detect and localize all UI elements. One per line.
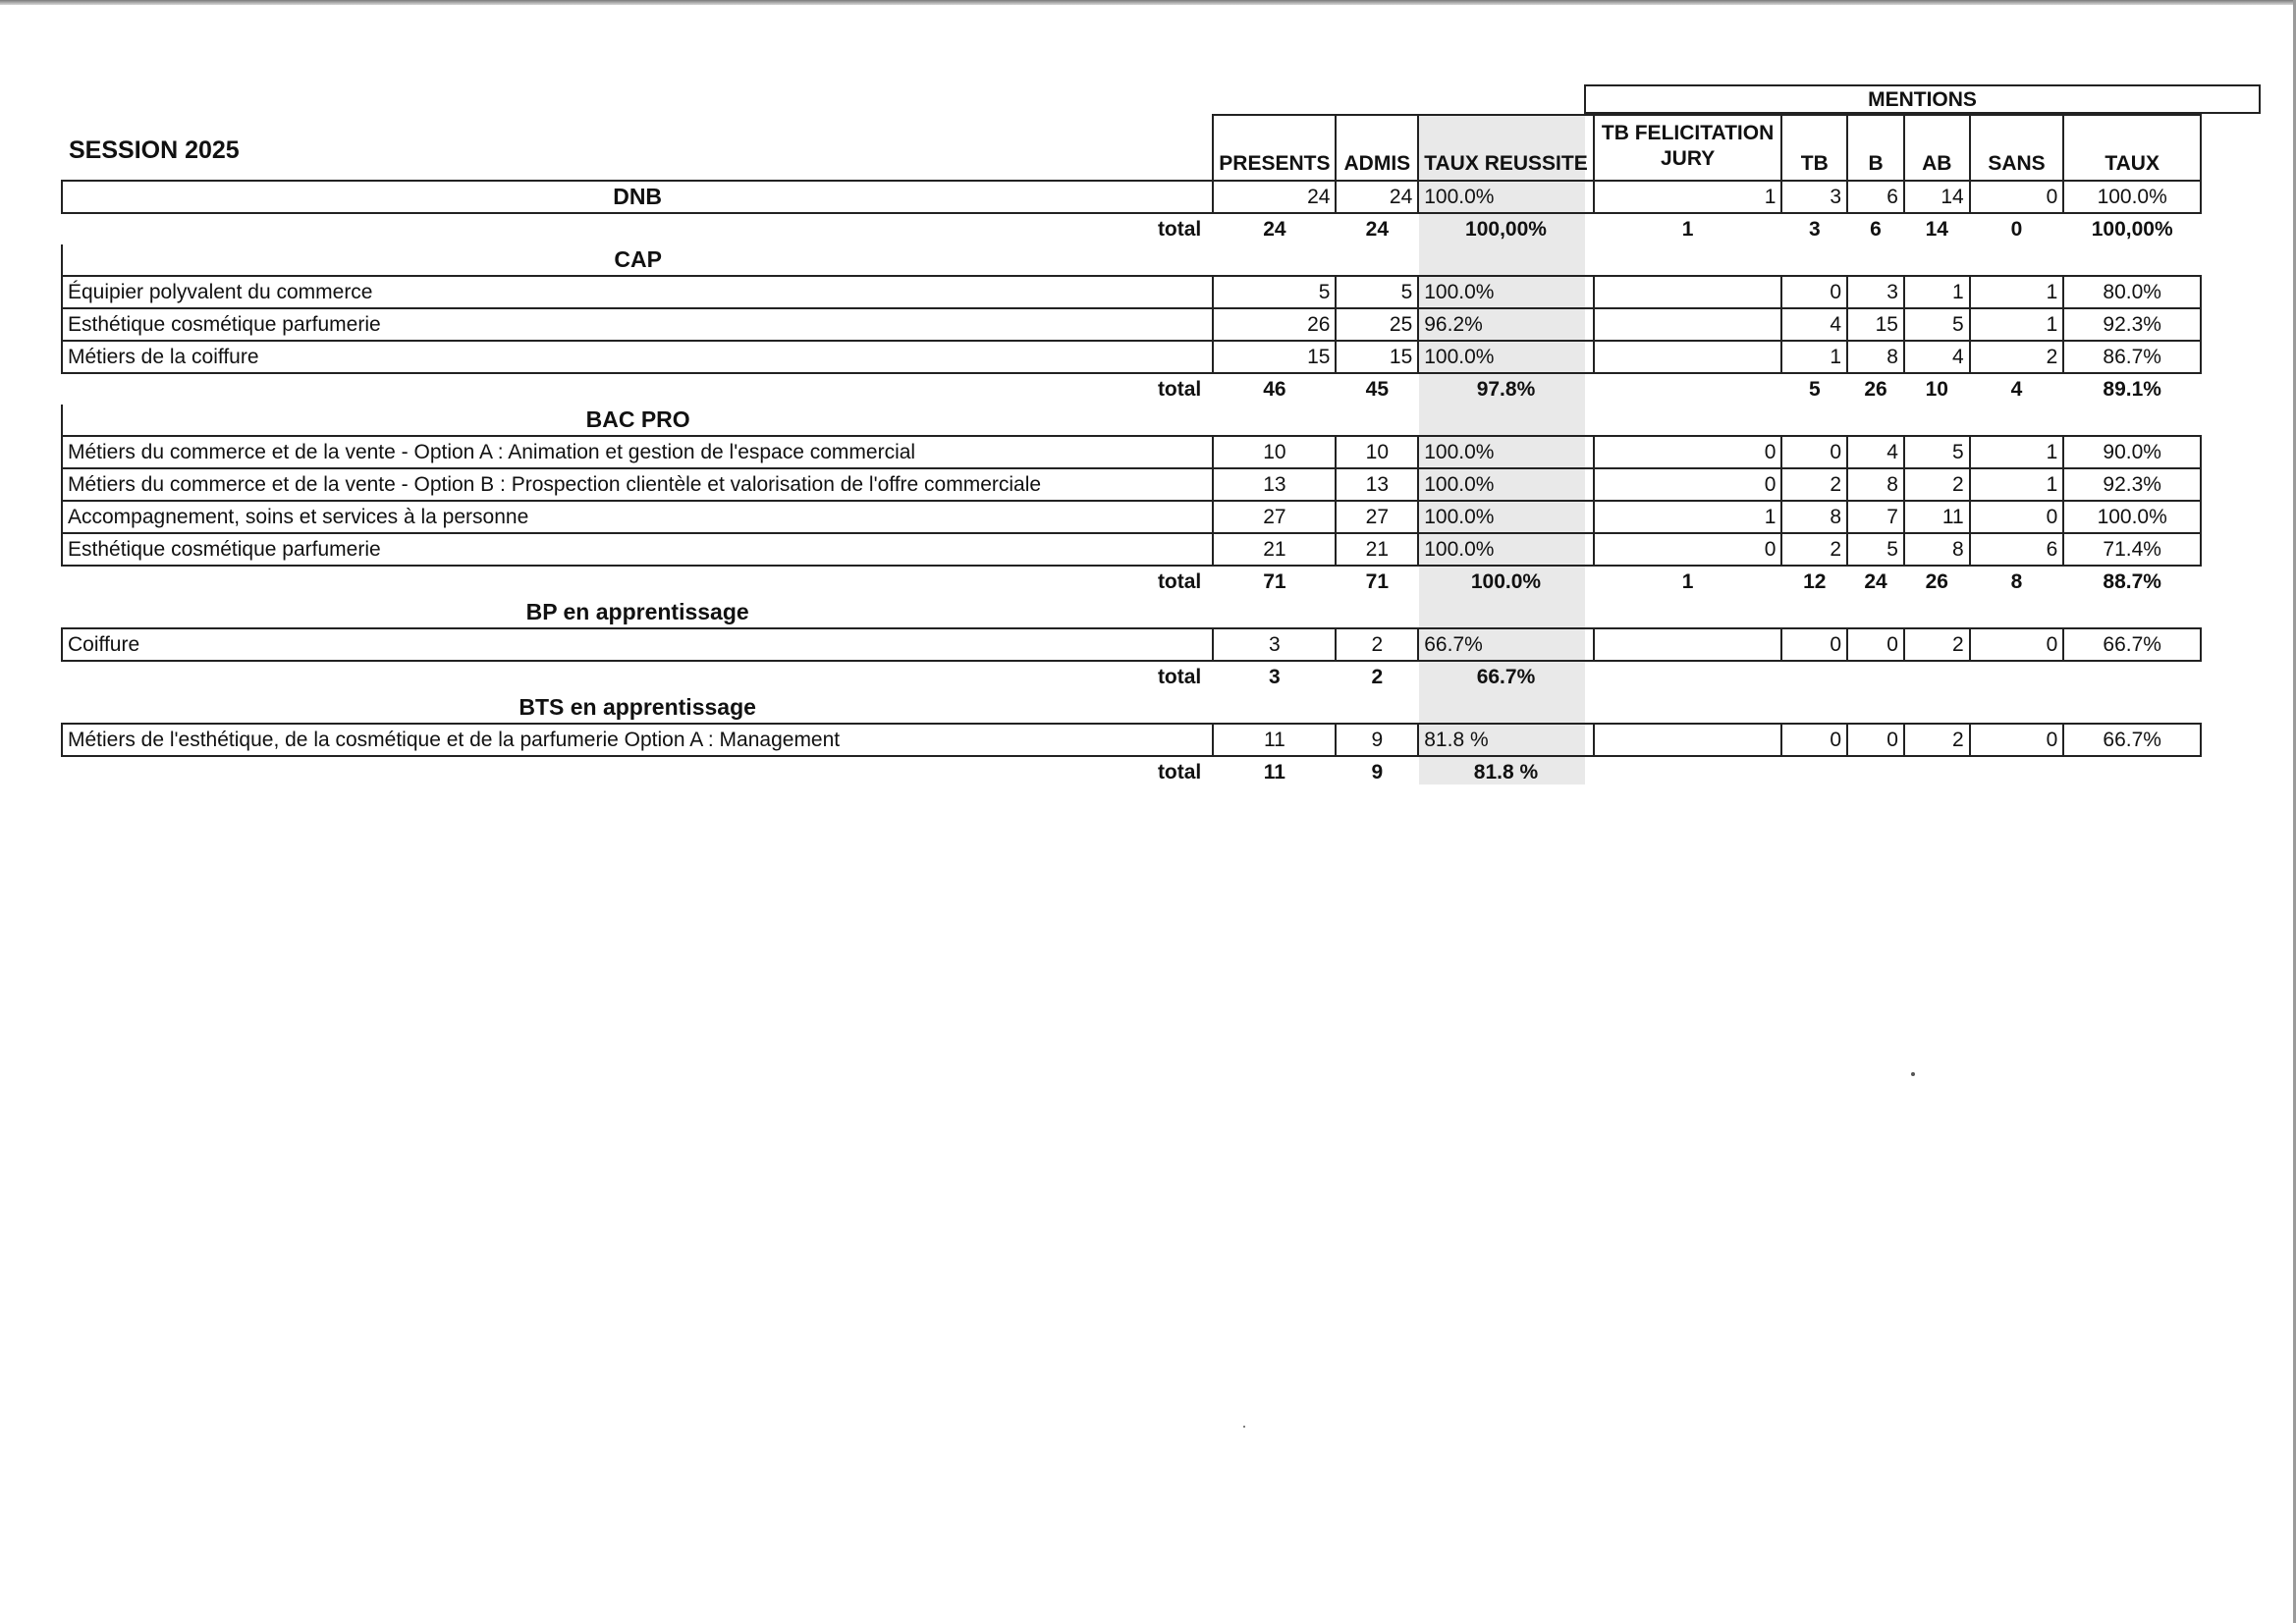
cell-tb: 2 [1781, 533, 1847, 566]
cell-taux-reussite: 100.0% [1418, 436, 1593, 468]
cell-taux: 100.0% [2063, 181, 2201, 213]
blank-cell [1213, 244, 1336, 276]
cell-taux-reussite: 100.0% [1418, 468, 1593, 501]
blank-cell [2063, 597, 2201, 628]
cell-sans: 0 [1970, 181, 2064, 213]
cell-taux: 92.3% [2063, 308, 2201, 341]
cell-taux: 100.0% [2063, 501, 2201, 533]
cell-taux: 66.7% [2063, 628, 2201, 661]
cell-presents: 13 [1213, 468, 1336, 501]
total-label: total [1157, 218, 1202, 241]
cell-tb-felicitation: 0 [1594, 533, 1782, 566]
cell-sans: 1 [1970, 276, 2064, 308]
total-b: 6 [1870, 218, 1882, 241]
cell-presents: 11 [1213, 724, 1336, 756]
section-heading: CAP [62, 244, 1213, 276]
total-row [62, 661, 2201, 692]
total-admis: 9 [1371, 761, 1384, 784]
total-row [62, 213, 2201, 244]
total-b [1847, 756, 1904, 787]
cell-admis: 2 [1336, 628, 1418, 661]
row-label: Coiffure [62, 628, 1213, 661]
blank-cell [1418, 405, 1593, 436]
total-taux-reussite: 66.7% [1476, 666, 1536, 688]
total-ab: 10 [1925, 378, 1948, 401]
table-row [62, 468, 2201, 501]
blank-cell [2063, 405, 2201, 436]
cell-b: 7 [1847, 501, 1904, 533]
cell-sans: 0 [1970, 628, 2064, 661]
scan-edge-top [0, 0, 2296, 5]
cell-presents: 15 [1213, 341, 1336, 373]
total-sans: 4 [2010, 378, 2023, 401]
total-tb: 5 [1808, 378, 1821, 401]
blank-cell [1781, 692, 1847, 724]
cell-admis: 9 [1336, 724, 1418, 756]
cell-ab: 1 [1904, 276, 1970, 308]
cell-taux-reussite: 100.0% [1418, 533, 1593, 566]
total-tb: 3 [1808, 218, 1821, 241]
total-tb-fel [1594, 756, 1782, 787]
total-label: total [1157, 761, 1202, 784]
cell-tb-felicitation [1594, 628, 1782, 661]
total-sans [1970, 661, 2064, 692]
table-row [62, 308, 2201, 341]
total-taux-reussite: 81.8 % [1473, 761, 1539, 784]
cell-tb-felicitation [1594, 341, 1782, 373]
blank-cell [1847, 597, 1904, 628]
total-presents: 71 [1263, 570, 1286, 593]
cell-tb-felicitation [1594, 308, 1782, 341]
total-ab: 26 [1925, 570, 1948, 593]
cell-taux-reussite: 100.0% [1418, 341, 1593, 373]
cell-ab: 5 [1904, 308, 1970, 341]
cell-tb-felicitation: 0 [1594, 468, 1782, 501]
cell-ab: 2 [1904, 724, 1970, 756]
cell-sans: 2 [1970, 341, 2064, 373]
scan-speck [1243, 1426, 1245, 1428]
cell-sans: 0 [1970, 724, 2064, 756]
total-tb-fel: 1 [1681, 570, 1694, 593]
cell-admis: 10 [1336, 436, 1418, 468]
cell-tb: 1 [1781, 341, 1847, 373]
section-heading-row [62, 597, 2201, 628]
total-presents: 46 [1263, 378, 1286, 401]
cell-b: 8 [1847, 341, 1904, 373]
cell-tb-felicitation: 1 [1594, 181, 1782, 213]
section-heading-row [62, 244, 2201, 276]
blank-cell [1904, 405, 1970, 436]
cell-tb: 2 [1781, 468, 1847, 501]
total-taux: 89.1% [2103, 378, 2161, 401]
cell-taux-reussite: 81.8 % [1418, 724, 1593, 756]
header-sans: SANS [1970, 115, 2064, 181]
blank-cell [1970, 405, 2064, 436]
total-admis: 45 [1365, 378, 1390, 401]
cell-sans: 6 [1970, 533, 2064, 566]
row-label: Accompagnement, soins et services à la personne [62, 501, 1213, 533]
cell-presents: 27 [1213, 501, 1336, 533]
table-row [62, 724, 2201, 756]
table-row [62, 341, 2201, 373]
total-label: total [1157, 666, 1202, 688]
header-tb: TB [1781, 115, 1847, 181]
total-admis: 2 [1371, 666, 1384, 688]
header-ab: AB [1904, 115, 1970, 181]
blank-cell [2063, 692, 2201, 724]
blank-cell [1336, 244, 1418, 276]
total-tb [1781, 756, 1847, 787]
blank-cell [1904, 244, 1970, 276]
section-heading-row [62, 692, 2201, 724]
row-label: Esthétique cosmétique parfumerie [62, 308, 1213, 341]
row-label: Métiers du commerce et de la vente - Option B : Prospection clientèle et valorisation de l'offre commerciale [62, 468, 1213, 501]
header-b: B [1847, 115, 1904, 181]
cell-ab: 5 [1904, 436, 1970, 468]
total-tb [1781, 661, 1847, 692]
cell-presents: 21 [1213, 533, 1336, 566]
cell-ab: 8 [1904, 533, 1970, 566]
row-label: Équipier polyvalent du commerce [62, 276, 1213, 308]
total-admis: 71 [1365, 570, 1390, 593]
cell-sans: 1 [1970, 436, 2064, 468]
cell-taux-reussite: 66.7% [1418, 628, 1593, 661]
cell-taux-reussite: 100.0% [1418, 501, 1593, 533]
blank-cell [1336, 597, 1418, 628]
header-tb-felicitation-line2: JURY [1660, 147, 1716, 170]
total-row [62, 566, 2201, 597]
cell-b: 5 [1847, 533, 1904, 566]
total-label: total [1157, 570, 1202, 593]
cell-taux: 80.0% [2063, 276, 2201, 308]
cell-b: 6 [1847, 181, 1904, 213]
table-row [62, 436, 2201, 468]
blank-cell [2063, 244, 2201, 276]
total-ab: 14 [1925, 218, 1948, 241]
total-row [62, 373, 2201, 405]
total-taux-reussite: 100,00% [1465, 218, 1547, 241]
header-taux-reussite: TAUX REUSSITE [1418, 115, 1593, 181]
cell-b: 15 [1847, 308, 1904, 341]
blank-cell [1970, 692, 2064, 724]
blank-cell [1336, 405, 1418, 436]
cell-presents: 24 [1213, 181, 1336, 213]
cell-b: 0 [1847, 628, 1904, 661]
blank-cell [1847, 692, 1904, 724]
blank-cell [1970, 597, 2064, 628]
table-row [62, 628, 2201, 661]
mentions-header: MENTIONS [1584, 84, 2261, 114]
cell-ab: 14 [1904, 181, 1970, 213]
cell-taux-reussite: 100.0% [1418, 276, 1593, 308]
cell-admis: 21 [1336, 533, 1418, 566]
total-taux: 100,00% [2091, 218, 2173, 241]
cell-admis: 27 [1336, 501, 1418, 533]
total-taux [2063, 756, 2201, 787]
blank-cell [1781, 405, 1847, 436]
cell-tb: 8 [1781, 501, 1847, 533]
section-heading-row [62, 405, 2201, 436]
blank-cell [1847, 244, 1904, 276]
cell-sans: 1 [1970, 468, 2064, 501]
cell-presents: 26 [1213, 308, 1336, 341]
cell-presents: 10 [1213, 436, 1336, 468]
blank-cell [1418, 244, 1593, 276]
total-tb-fel [1594, 661, 1782, 692]
total-sans [1970, 756, 2064, 787]
blank-cell [1847, 405, 1904, 436]
total-taux-reussite: 100.0% [1470, 570, 1542, 593]
cell-taux: 92.3% [2063, 468, 2201, 501]
session-title: SESSION 2025 [69, 136, 240, 164]
cell-sans: 0 [1970, 501, 2064, 533]
blank-cell [1594, 597, 1782, 628]
cell-tb: 0 [1781, 436, 1847, 468]
total-b: 26 [1864, 378, 1887, 401]
cell-tb: 0 [1781, 628, 1847, 661]
blank-cell [1594, 692, 1782, 724]
section-heading: BAC PRO [62, 405, 1213, 436]
cell-b: 8 [1847, 468, 1904, 501]
cell-taux-reussite: 96.2% [1418, 308, 1593, 341]
blank-cell [1904, 692, 1970, 724]
scan-speck [1911, 1072, 1915, 1076]
cell-presents: 3 [1213, 628, 1336, 661]
total-sans: 8 [2010, 570, 2023, 593]
row-label: Métiers du commerce et de la vente - Option A : Animation et gestion de l'espace commercial [62, 436, 1213, 468]
total-tb-fel: 1 [1681, 218, 1694, 241]
section-heading: BTS en apprentissage [519, 694, 756, 720]
cell-presents: 5 [1213, 276, 1336, 308]
table-row [62, 501, 2201, 533]
cell-tb: 3 [1781, 181, 1847, 213]
table-row [62, 181, 2201, 213]
cell-ab: 11 [1904, 501, 1970, 533]
total-ab [1904, 661, 1970, 692]
cell-tb-felicitation: 0 [1594, 436, 1782, 468]
cell-admis: 13 [1336, 468, 1418, 501]
row-label: Métiers de l'esthétique, de la cosmétique et de la parfumerie Option A : Management [62, 724, 1213, 756]
blank-cell [1213, 405, 1336, 436]
blank-cell [1213, 597, 1336, 628]
header-tb-felicitation [1594, 115, 1782, 181]
cell-tb-felicitation: 1 [1594, 501, 1782, 533]
row-label: Métiers de la coiffure [62, 341, 1213, 373]
blank-cell [1781, 597, 1847, 628]
cell-sans: 1 [1970, 308, 2064, 341]
header-admis: ADMIS [1336, 115, 1418, 181]
blank-cell [1904, 597, 1970, 628]
blank-cell [1594, 405, 1782, 436]
blank-cell [1418, 597, 1593, 628]
cell-admis: 15 [1336, 341, 1418, 373]
total-admis: 24 [1365, 218, 1390, 241]
total-taux [2063, 661, 2201, 692]
blank-cell [1336, 692, 1418, 724]
cell-b: 4 [1847, 436, 1904, 468]
cell-admis: 5 [1336, 276, 1418, 308]
total-sans: 0 [2010, 218, 2023, 241]
cell-ab: 4 [1904, 341, 1970, 373]
total-tb-fel [1594, 373, 1782, 405]
header-tb-felicitation-line1: TB FELICITATION [1601, 122, 1775, 144]
header-blank [62, 115, 1213, 181]
total-tb: 12 [1803, 570, 1827, 593]
cell-tb-felicitation [1594, 724, 1782, 756]
table-row [62, 533, 2201, 566]
total-row [62, 756, 2201, 787]
cell-taux: 90.0% [2063, 436, 2201, 468]
total-b: 24 [1864, 570, 1887, 593]
header-taux: TAUX [2063, 115, 2201, 181]
total-b [1847, 661, 1904, 692]
cell-tb: 0 [1781, 724, 1847, 756]
total-taux-reussite: 97.8% [1476, 378, 1536, 401]
total-ab [1904, 756, 1970, 787]
cell-taux: 66.7% [2063, 724, 2201, 756]
results-table [61, 114, 2202, 787]
blank-cell [1213, 692, 1336, 724]
cell-taux: 71.4% [2063, 533, 2201, 566]
header-row [62, 115, 2201, 181]
blank-cell [1781, 244, 1847, 276]
total-presents: 3 [1269, 666, 1281, 688]
blank-cell [1418, 692, 1593, 724]
cell-b: 0 [1847, 724, 1904, 756]
blank-cell [1594, 244, 1782, 276]
total-presents: 24 [1263, 218, 1286, 241]
cell-taux-reussite: 100.0% [1418, 181, 1593, 213]
total-label: total [1157, 378, 1202, 401]
header-presents: PRESENTS [1213, 115, 1336, 181]
cell-ab: 2 [1904, 468, 1970, 501]
cell-tb: 4 [1781, 308, 1847, 341]
total-presents: 11 [1263, 761, 1285, 784]
section-heading: BP en apprentissage [525, 599, 749, 624]
blank-cell [1970, 244, 2064, 276]
section-heading: DNB [62, 181, 1213, 213]
cell-admis: 24 [1336, 181, 1418, 213]
cell-admis: 25 [1336, 308, 1418, 341]
cell-tb-felicitation [1594, 276, 1782, 308]
cell-tb: 0 [1781, 276, 1847, 308]
table-row [62, 276, 2201, 308]
total-taux: 88.7% [2103, 570, 2161, 593]
cell-b: 3 [1847, 276, 1904, 308]
row-label: Esthétique cosmétique parfumerie [62, 533, 1213, 566]
cell-ab: 2 [1904, 628, 1970, 661]
cell-taux: 86.7% [2063, 341, 2201, 373]
